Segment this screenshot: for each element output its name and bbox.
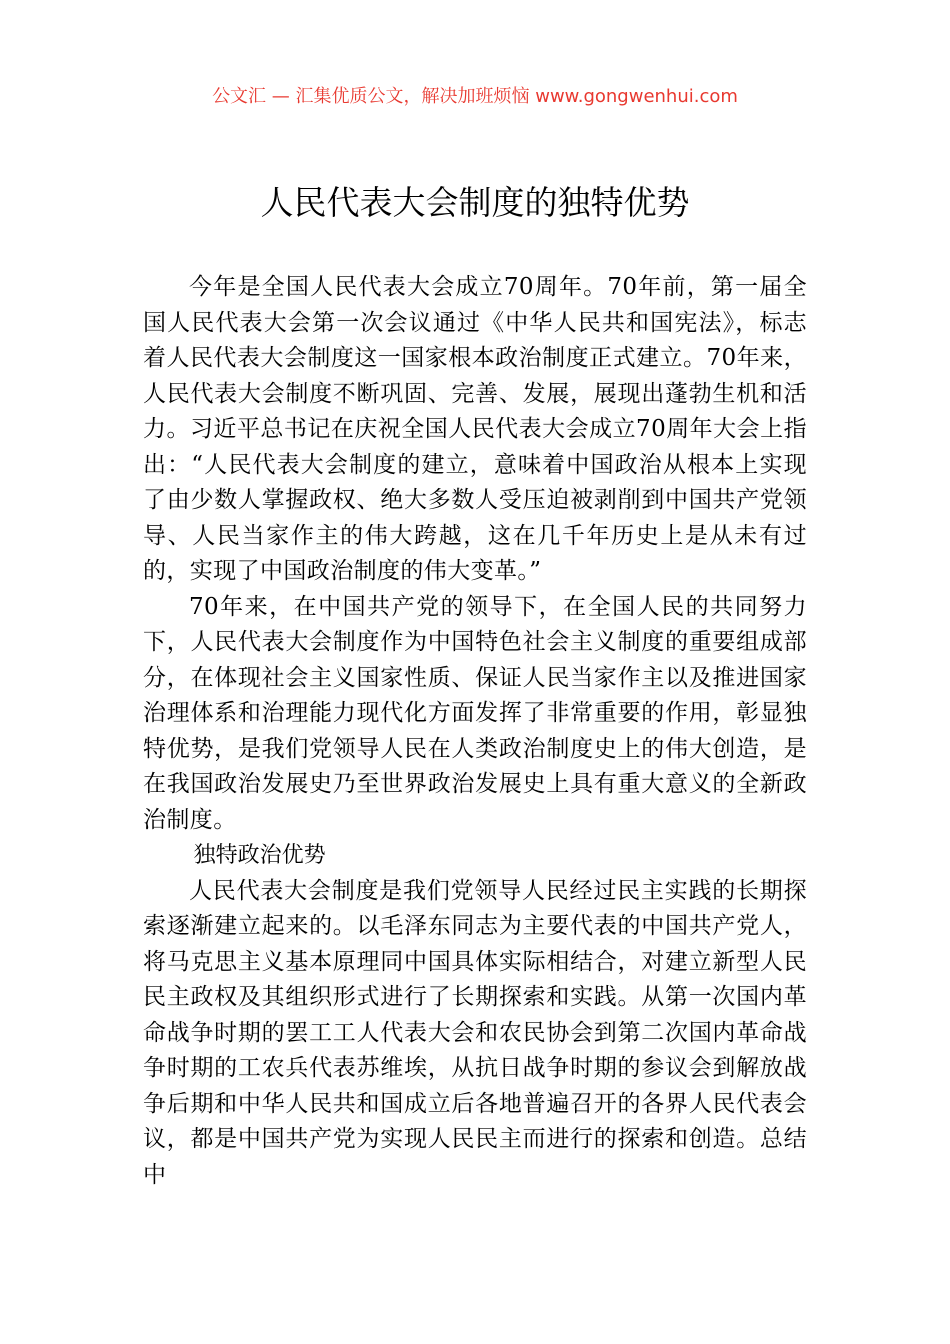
document-body [143,270,807,1193]
document-title: 人民代表大会制度的独特优势 [260,183,690,222]
paragraph-3: 人民代表大会制度是我们党领导人民经过民主实践的长期探索逐渐建立起来的。以毛泽东同志为主要代表的中国共产党人，将马克思主义基本原理同中国具体实际相结合，对建立新型人民民主政权及其组织形式进行了长期探索和实践。从第一次国内革命战争时期的罢工工人代表大会和农民协会到第二次国内革命战争时期的工农兵代表苏维埃，从抗日战争时期的参议会到解放战争后期和中华人民共和国成立后各地普遍召开的各界人民代表会议，都是中国共产党为实现人民民主而进行的探索和创造。总结中 [143,877,807,1188]
site-header-banner: 公文汇 — 汇集优质公文，解决加班烦恼 www.gongwenhui.com [212,86,738,107]
paragraph-2: 70年来，在中国共产党的领导下，在全国人民的共同努力下，人民代表大会制度作为中国特色社会主义制度的重要组成部分，在体现社会主义国家性质、保证人民当家作主以及推进国家治理体系和治理能力现代化方面发挥了非常重要的作用，彰显独特优势，是我们党领导人民在人类政治制度史上的伟大创造，是在我国政治发展史乃至世界政治发展史上具有重大意义的全新政治制度。 [143,593,807,833]
paragraph-1: 今年是全国人民代表大会成立70周年。70年前，第一届全国人民代表大会第一次会议通过《中华人民共和国宪法》，标志着人民代表大会制度这一国家根本政治制度正式建立。70年来，人民代表大会制度不断巩固、完善、发展，展现出蓬勃生机和活力。习近平总书记在庆祝全国人民代表大会成立70周年大会上指出：“人民代表大会制度的建立，意味着中国政治从根本上实现了由少数人掌握政权、绝大多数人受压迫被剥削到中国共产党领导、人民当家作主的伟大跨越，这在几千年历史上是从未有过的，实现了中国政治制度的伟大变革。” [143,274,807,584]
section-subheading: 独特政治优势 [193,843,326,868]
